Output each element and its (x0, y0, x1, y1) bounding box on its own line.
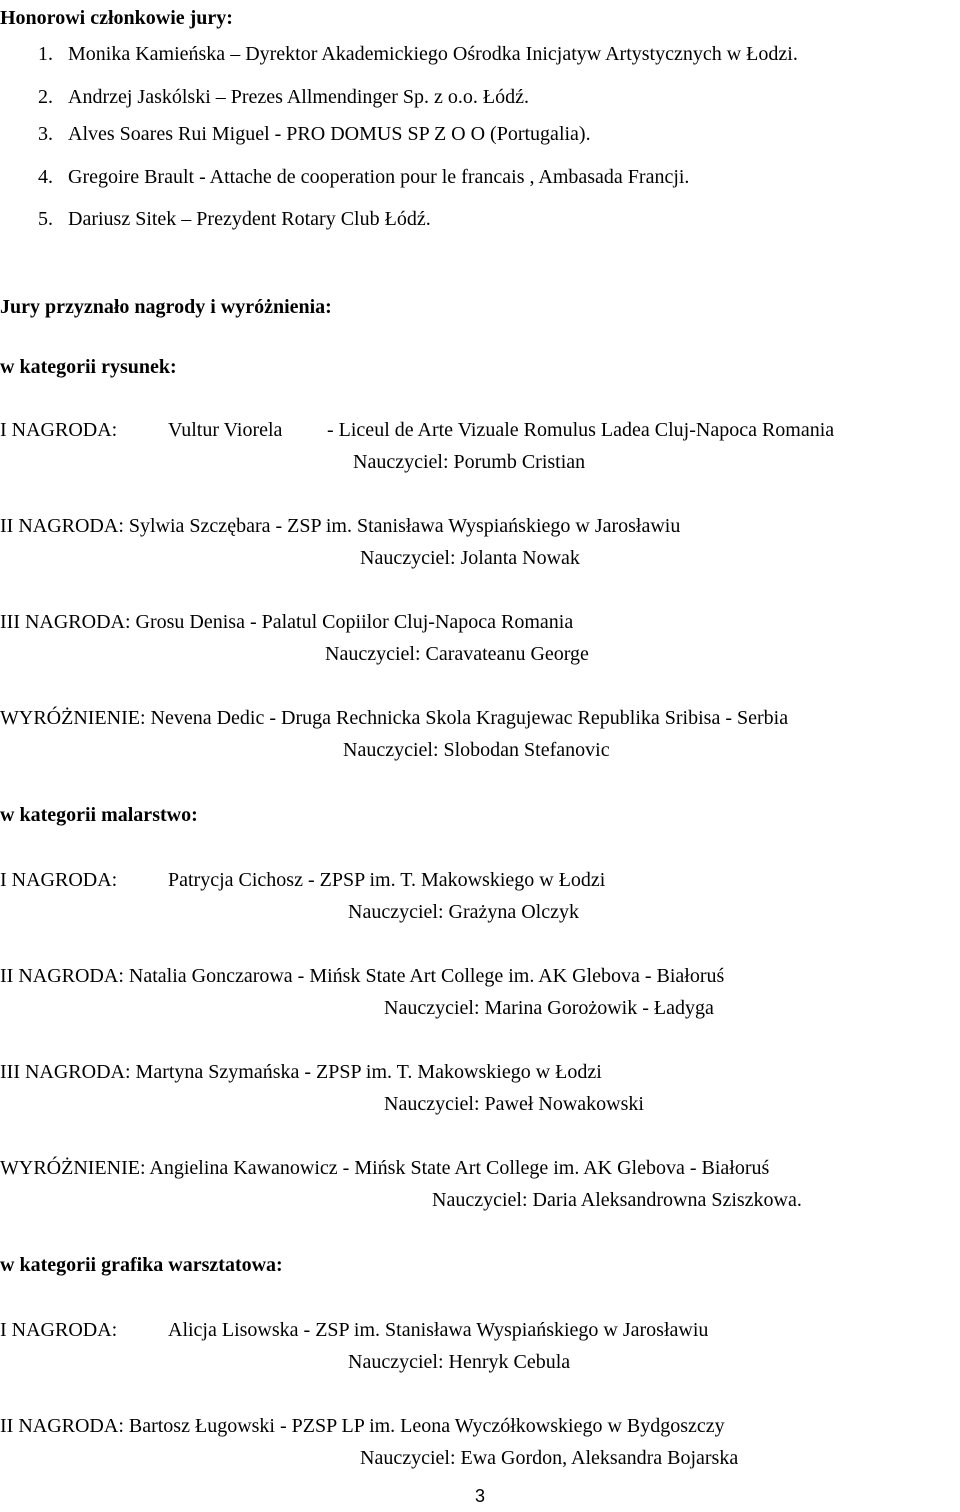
painting-prize-2-teacher: Nauczyciel: Marina Gorożowik - Ładyga (384, 997, 714, 1019)
drawing-prize-1-teacher: Nauczyciel: Porumb Cristian (353, 451, 586, 473)
member-text: Dariusz Sitek – Prezydent Rotary Club Łódź. (68, 208, 431, 230)
painting-distinction: WYRÓŻNIENIE: Angielina Kawanowicz - Mińsk State Art College im. AK Glebova - Białoruś (0, 1157, 770, 1179)
drawing-distinction-teacher: Nauczyciel: Slobodan Stefanovic (343, 739, 610, 761)
graphics-prize-1-name: Alicja Lisowska - ZSP im. Stanisława Wyspiańskiego w Jarosławiu (168, 1319, 709, 1341)
honorary-member-3 (38, 122, 591, 146)
drawing-prize-1-name: Vultur Viorela (168, 419, 283, 441)
painting-prize-3-teacher: Nauczyciel: Paweł Nowakowski (384, 1093, 644, 1115)
painting-distinction-teacher: Nauczyciel: Daria Aleksandrowna Sziszkowa. (432, 1189, 802, 1211)
list-number: 2. (38, 86, 53, 108)
list-number: 1. (38, 43, 53, 65)
honorary-member-2 (38, 85, 529, 109)
honorary-member-5 (38, 207, 431, 231)
graphics-prize-2: II NAGRODA: Bartosz Ługowski - PZSP LP im. Leona Wyczółkowskiego w Bydgoszczy (0, 1415, 725, 1437)
drawing-prize-2-teacher: Nauczyciel: Jolanta Nowak (360, 547, 580, 569)
graphics-prize-1-label: I NAGRODA: (0, 1319, 118, 1341)
drawing-prize-3-teacher: Nauczyciel: Caravateanu George (325, 643, 589, 665)
graphics-prize-1-teacher: Nauczyciel: Henryk Cebula (348, 1351, 571, 1373)
awards-heading: Jury przyznało nagrody i wyróżnienia: (0, 296, 332, 318)
member-text: Monika Kamieńska – Dyrektor Akademickiego Ośrodka Inicjatyw Artystycznych w Łodzi. (68, 43, 798, 65)
list-number: 4. (38, 166, 53, 188)
member-text: Gregoire Brault - Attache de cooperation pour le francais , Ambasada Francji. (68, 166, 690, 188)
painting-heading: w kategorii malarstwo: (0, 804, 198, 826)
painting-prize-1-label: I NAGRODA: (0, 869, 118, 891)
painting-prize-1-teacher: Nauczyciel: Grażyna Olczyk (348, 901, 579, 923)
painting-prize-3: III NAGRODA: Martyna Szymańska - ZPSP im. T. Makowskiego w Łodzi (0, 1061, 602, 1083)
drawing-prize-1-label: I NAGRODA: (0, 419, 118, 441)
drawing-prize-2: II NAGRODA: Sylwia Szczębara - ZSP im. Stanisława Wyspiańskiego w Jarosławiu (0, 515, 681, 537)
painting-prize-1-name: Patrycja Cichosz - ZPSP im. T. Makowskiego w Łodzi (168, 869, 606, 891)
drawing-prize-3: III NAGRODA: Grosu Denisa - Palatul Copiilor Cluj-Napoca Romania (0, 611, 574, 633)
painting-prize-2: II NAGRODA: Natalia Gonczarowa - Mińsk State Art College im. AK Glebova - Białoruś (0, 965, 725, 987)
drawing-distinction: WYRÓŻNIENIE: Nevena Dedic - Druga Rechnicka Skola Kragujewac Republika Sribisa - Serbia (0, 707, 789, 729)
member-text: Alves Soares Rui Miguel - PRO DOMUS SP Z O O (Portugalia). (68, 123, 591, 145)
list-number: 5. (38, 208, 53, 230)
honorary-member-1 (38, 42, 798, 66)
graphics-prize-2-teacher: Nauczyciel: Ewa Gordon, Aleksandra Bojarska (360, 1447, 739, 1469)
drawing-prize-1-school: - Liceul de Arte Vizuale Romulus Ladea Cluj-Napoca Romania (327, 419, 835, 441)
graphics-heading: w kategorii grafika warsztatowa: (0, 1254, 283, 1276)
member-text: Andrzej Jaskólski – Prezes Allmendinger Sp. z o.o. Łódź. (68, 86, 530, 108)
honorary-heading: Honorowi członkowie jury: (0, 7, 233, 29)
drawing-heading: w kategorii rysunek: (0, 356, 177, 378)
honorary-member-4 (38, 165, 689, 189)
list-number: 3. (38, 123, 53, 145)
page-number: 3 (474, 1486, 485, 1506)
